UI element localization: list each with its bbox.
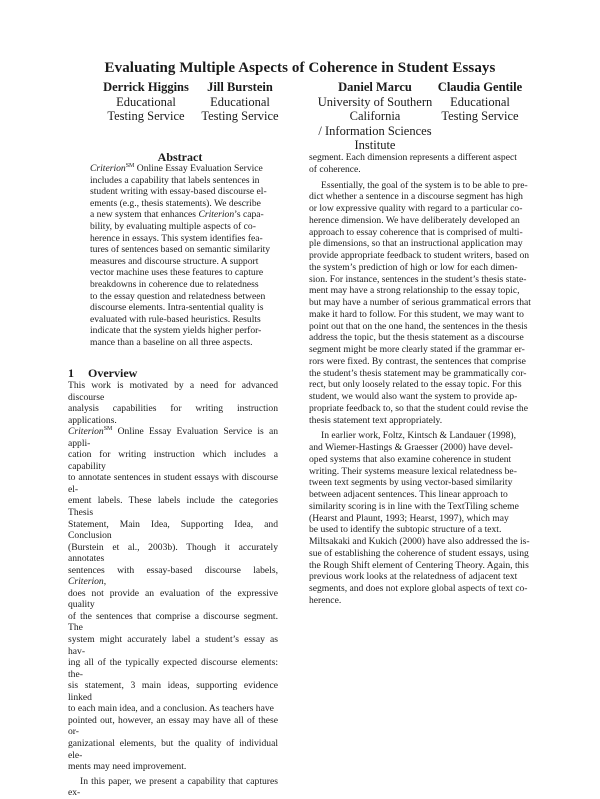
abstract-line: vector machine uses these features to capture xyxy=(90,267,264,279)
abstract-line: student writing with essay-based discourse el- xyxy=(90,186,267,198)
section-number: 1 xyxy=(68,366,74,380)
abstract-line: breakdowns in coherence due to relatedness xyxy=(90,278,259,290)
author-affiliation: Testing Service xyxy=(441,109,519,123)
body-line: to annotate sentences in student essays with discourse el- xyxy=(68,472,278,495)
body-line: analysis capabilities for writing instruction applications. xyxy=(68,403,278,426)
body-line: the system’s prediction of high or low for each dimen- xyxy=(309,261,518,273)
abstract-line: a new system that enhances Criterion’s capa- xyxy=(90,209,264,221)
body-line: or low expressive quality with regard to a particular co- xyxy=(309,203,523,214)
body-line: student, we would also want the system to provide ap- xyxy=(309,391,518,402)
body-line: segment might be more clearly stated if the grammar er- xyxy=(309,344,525,355)
body-line: tween text segments by using vector-based similarity xyxy=(309,477,513,489)
body-line: This work is motivated by a need for advanced discourse xyxy=(68,380,278,403)
body-line: propriate feedback to, so that the student could revise the xyxy=(309,402,528,414)
body-line: the Rough Shift element of Centering Theory. Again, this xyxy=(309,559,529,571)
paragraph-earlier-work xyxy=(309,430,533,606)
body-line: ement labels. These labels include the categories Thesis xyxy=(68,495,278,519)
body-line: segments, and does not explore global aspects of text co- xyxy=(309,583,528,594)
body-line: the student’s thesis statement may be grammatically cor- xyxy=(309,367,527,379)
body-line: but may have a number of serious grammatical errors that xyxy=(309,297,531,308)
abstract-body xyxy=(90,163,276,349)
body-line: point out that on the one hand, the sentences in the thesis xyxy=(309,320,528,332)
abstract-heading: Abstract xyxy=(157,150,203,164)
abstract-line: tures of sentences based on semantic similarity xyxy=(90,244,271,256)
body-line: Miltsakaki and Kukich (2000) have also addressed the is- xyxy=(309,536,530,547)
body-line: sion. For instance, sentences in the student’s thesis state- xyxy=(309,273,527,285)
body-line: cation for writing instruction which includes a capability xyxy=(68,449,278,472)
body-line: sentences with essay-based discourse labels, Criterion, xyxy=(68,564,278,588)
body-line: similarity scoring is in line with the TextTiling scheme xyxy=(309,500,519,512)
body-line: ganizational elements, but the quality of individual ele- xyxy=(68,737,278,761)
abstract-line: Criterion℠ Online Essay Evaluation Service xyxy=(90,162,263,174)
abstract-line: includes a capability that labels sentences in xyxy=(90,174,260,186)
body-line: does not provide an evaluation of the expressive quality xyxy=(68,587,278,611)
body-line: and Wiemer-Hastings & Graesser (2000) have devel- xyxy=(309,442,513,453)
author-affiliation: Testing Service xyxy=(201,109,279,123)
body-line: (Burstein et al., 2003b). Though it accurately annotates xyxy=(68,541,278,565)
section-heading xyxy=(68,366,137,381)
body-line: of the sentences that comprise a discourse segment. The xyxy=(68,610,278,634)
author-name: Claudia Gentile xyxy=(437,80,523,94)
abstract-line: mance than a baseline on all three aspects. xyxy=(90,336,253,348)
body-line: system might accurately label a student’s essay as hav- xyxy=(68,634,278,657)
abstract-line: ements (e.g., thesis statements). We describe xyxy=(90,197,261,209)
author-affiliation: Testing Service xyxy=(107,109,185,123)
author-2 xyxy=(166,80,314,124)
author-affiliation: Educational xyxy=(210,94,270,109)
body-line: segment. Each dimension represents a different aspect xyxy=(309,152,517,163)
paper-title: Evaluating Multiple Aspects of Coherence in Student Essays xyxy=(104,60,496,76)
body-line: oped systems that also examine coherence in student xyxy=(309,453,512,465)
abstract-line: herence in essays. This system identifies fea- xyxy=(90,232,263,244)
body-line: thesis statement text appropriately. xyxy=(309,414,443,426)
body-line: pointed out, however, an essay may have all of these or- xyxy=(68,714,278,738)
body-line: be used to identify the subtopic structure of a text. xyxy=(309,524,502,536)
body-line: rors were fixed. By contrast, the sentences that comprise xyxy=(309,355,526,367)
body-line: In earlier work, Foltz, Kintsch & Landauer (1998), xyxy=(321,430,517,442)
body-line: In this paper, we present a capability that captures ex- xyxy=(68,775,278,799)
body-line: between adjacent sentences. This linear approach to xyxy=(309,489,508,500)
body-line: writing. Their systems measure lexical relatedness be- xyxy=(309,465,517,477)
body-line: rect, but only loosely related to the essay topic. For this xyxy=(309,379,522,391)
paragraph-goal xyxy=(309,180,533,427)
body-line: ment may have a strong relationship to the essay topic, xyxy=(309,285,520,297)
body-line: dict whether a sentence in a discourse segment has high xyxy=(309,191,523,203)
body-line: Criterion℠ Online Essay Evaluation Service is an appli- xyxy=(68,426,278,449)
author-name: Derrick Higgins xyxy=(103,80,189,94)
body-line: to each main idea, and a conclusion. As teachers have xyxy=(68,703,274,715)
body-line: herence. xyxy=(309,594,342,606)
body-line: Statement, Main Idea, Supporting Idea, and Conclusion xyxy=(68,518,278,542)
body-line: herence dimension. We have deliberately developed an xyxy=(309,214,520,226)
body-line: sis statement, 3 main ideas, supporting evidence linked xyxy=(68,680,278,703)
body-line: sue of establishing the coherence of student essays, using xyxy=(309,547,529,559)
body-line: address the topic, but the thesis statement as a discourse xyxy=(309,332,524,344)
body-line: ple dimensions, so that an instructional application may xyxy=(309,238,523,250)
author-name: Jill Burstein xyxy=(207,80,273,94)
body-line: ing all of the typically expected discourse elements: the- xyxy=(68,657,278,680)
right-column xyxy=(309,152,533,607)
section-body xyxy=(68,380,278,799)
body-line: (Hearst and Plaunt, 1993; Hearst, 1997), which may xyxy=(309,512,509,524)
abstract-line: evaluated with rule-based heuristics. Results xyxy=(90,313,261,325)
abstract-line: discourse elements. Intra-sentential quality is xyxy=(90,302,264,314)
body-line: Essentially, the goal of the system is to be able to pre- xyxy=(321,179,528,191)
body-line: previous work looks at the relatedness of adjacent text xyxy=(309,571,518,583)
abstract-line: to the essay question and relatedness between xyxy=(90,290,266,302)
author-4 xyxy=(406,80,554,124)
author-name: Daniel Marcu xyxy=(338,80,412,94)
abstract-line: bility, by evaluating multiple aspects of co- xyxy=(90,220,256,232)
section-title: Overview xyxy=(88,366,138,380)
body-line: approach to essay coherence that is comprised of multi- xyxy=(309,226,523,238)
body-line: provide appropriate feedback to student writers, based on xyxy=(309,250,530,261)
author-affiliation: Educational xyxy=(450,94,510,109)
body-line: of coherence. xyxy=(309,163,361,175)
author-affiliation: University of Southern xyxy=(317,94,433,109)
author-affiliation: / Information Sciences xyxy=(318,123,432,138)
abstract-line: measures and discourse structure. A support xyxy=(90,255,259,267)
abstract-line: indicate that the system yields higher perfor- xyxy=(90,325,262,337)
author-affiliation: Institute xyxy=(354,138,396,152)
body-line: make it hard to follow. For this student, we may want to xyxy=(309,308,524,320)
author-affiliation: California xyxy=(349,109,401,123)
author-affiliation: Educational xyxy=(116,94,176,109)
body-line: ments may need improvement. xyxy=(68,761,187,773)
